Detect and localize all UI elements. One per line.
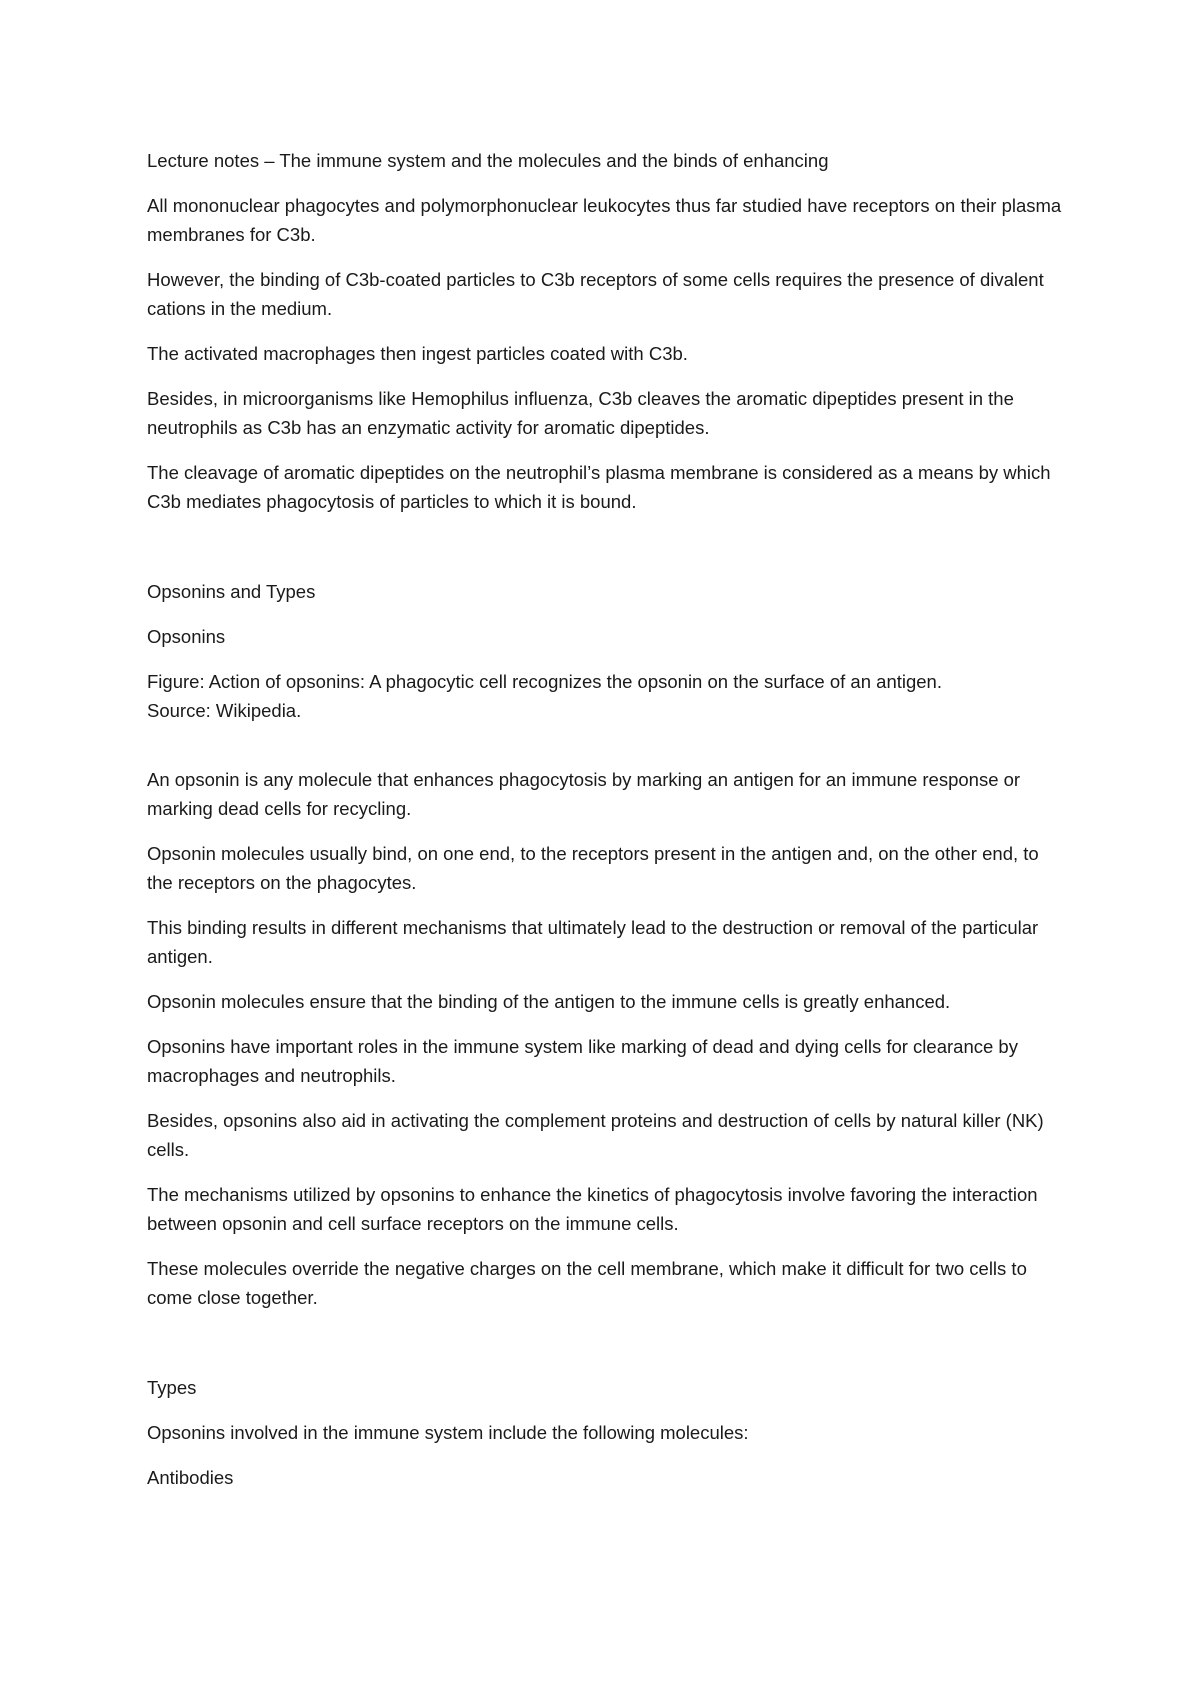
paragraph: All mononuclear phagocytes and polymorphonuclear leukocytes thus far studied have receptors on their plasma membranes for C3b. (147, 195, 1062, 245)
paragraph: This binding results in different mechanisms that ultimately lead to the destruction or removal of the particular antigen. (147, 917, 1039, 967)
document-body (147, 146, 1067, 1508)
paragraph: Opsonin molecules ensure that the binding of the antigen to the immune cells is greatly enhanced. (147, 991, 951, 1012)
section-heading: Opsonins and Types (147, 581, 316, 602)
paragraph: The cleavage of aromatic dipeptides on the neutrophil’s plasma membrane is considered as a means by which C3b mediates phagocytosis of particles to which it is bound. (147, 462, 1051, 512)
blank-line (147, 725, 1067, 765)
section-heading: Types (147, 1377, 197, 1398)
list-heading: Antibodies (147, 1467, 234, 1488)
document-title: Lecture notes – The immune system and the molecules and the binds of enhancing (147, 150, 829, 171)
subsection-heading: Opsonins (147, 626, 226, 647)
blank-line (147, 1328, 1067, 1373)
figure-source: Source: Wikipedia. (147, 700, 302, 721)
blank-line (147, 532, 1067, 577)
paragraph: Opsonin molecules usually bind, on one end, to the receptors present in the antigen and, on the other end, to the receptors on the phagocytes. (147, 843, 1039, 893)
figure-caption (147, 667, 1067, 725)
paragraph: Besides, in microorganisms like Hemophilus influenza, C3b cleaves the aromatic dipeptides present in the neutrophils as C3b has an enzymatic activity for aromatic dipeptides. (147, 388, 1014, 438)
paragraph: Besides, opsonins also aid in activating the complement proteins and destruction of cells by natural killer (NK) cells. (147, 1110, 1044, 1160)
paragraph: Opsonins involved in the immune system include the following molecules: (147, 1422, 749, 1443)
paragraph: An opsonin is any molecule that enhances phagocytosis by marking an antigen for an immune response or marking dead cells for recycling. (147, 769, 1021, 819)
paragraph: The activated macrophages then ingest particles coated with C3b. (147, 343, 688, 364)
paragraph: The mechanisms utilized by opsonins to enhance the kinetics of phagocytosis involve favoring the interaction between opsonin and cell surface receptors on the immune cells. (147, 1184, 1038, 1234)
paragraph: These molecules override the negative charges on the cell membrane, which make it difficult for two cells to come close together. (147, 1258, 1027, 1308)
paragraph: Opsonins have important roles in the immune system like marking of dead and dying cells for clearance by macrophages and neutrophils. (147, 1036, 1018, 1086)
paragraph: However, the binding of C3b-coated particles to C3b receptors of some cells requires the presence of divalent cations in the medium. (147, 269, 1044, 319)
figure-caption-text: Figure: Action of opsonins: A phagocytic cell recognizes the opsonin on the surface of an antigen. (147, 671, 942, 692)
